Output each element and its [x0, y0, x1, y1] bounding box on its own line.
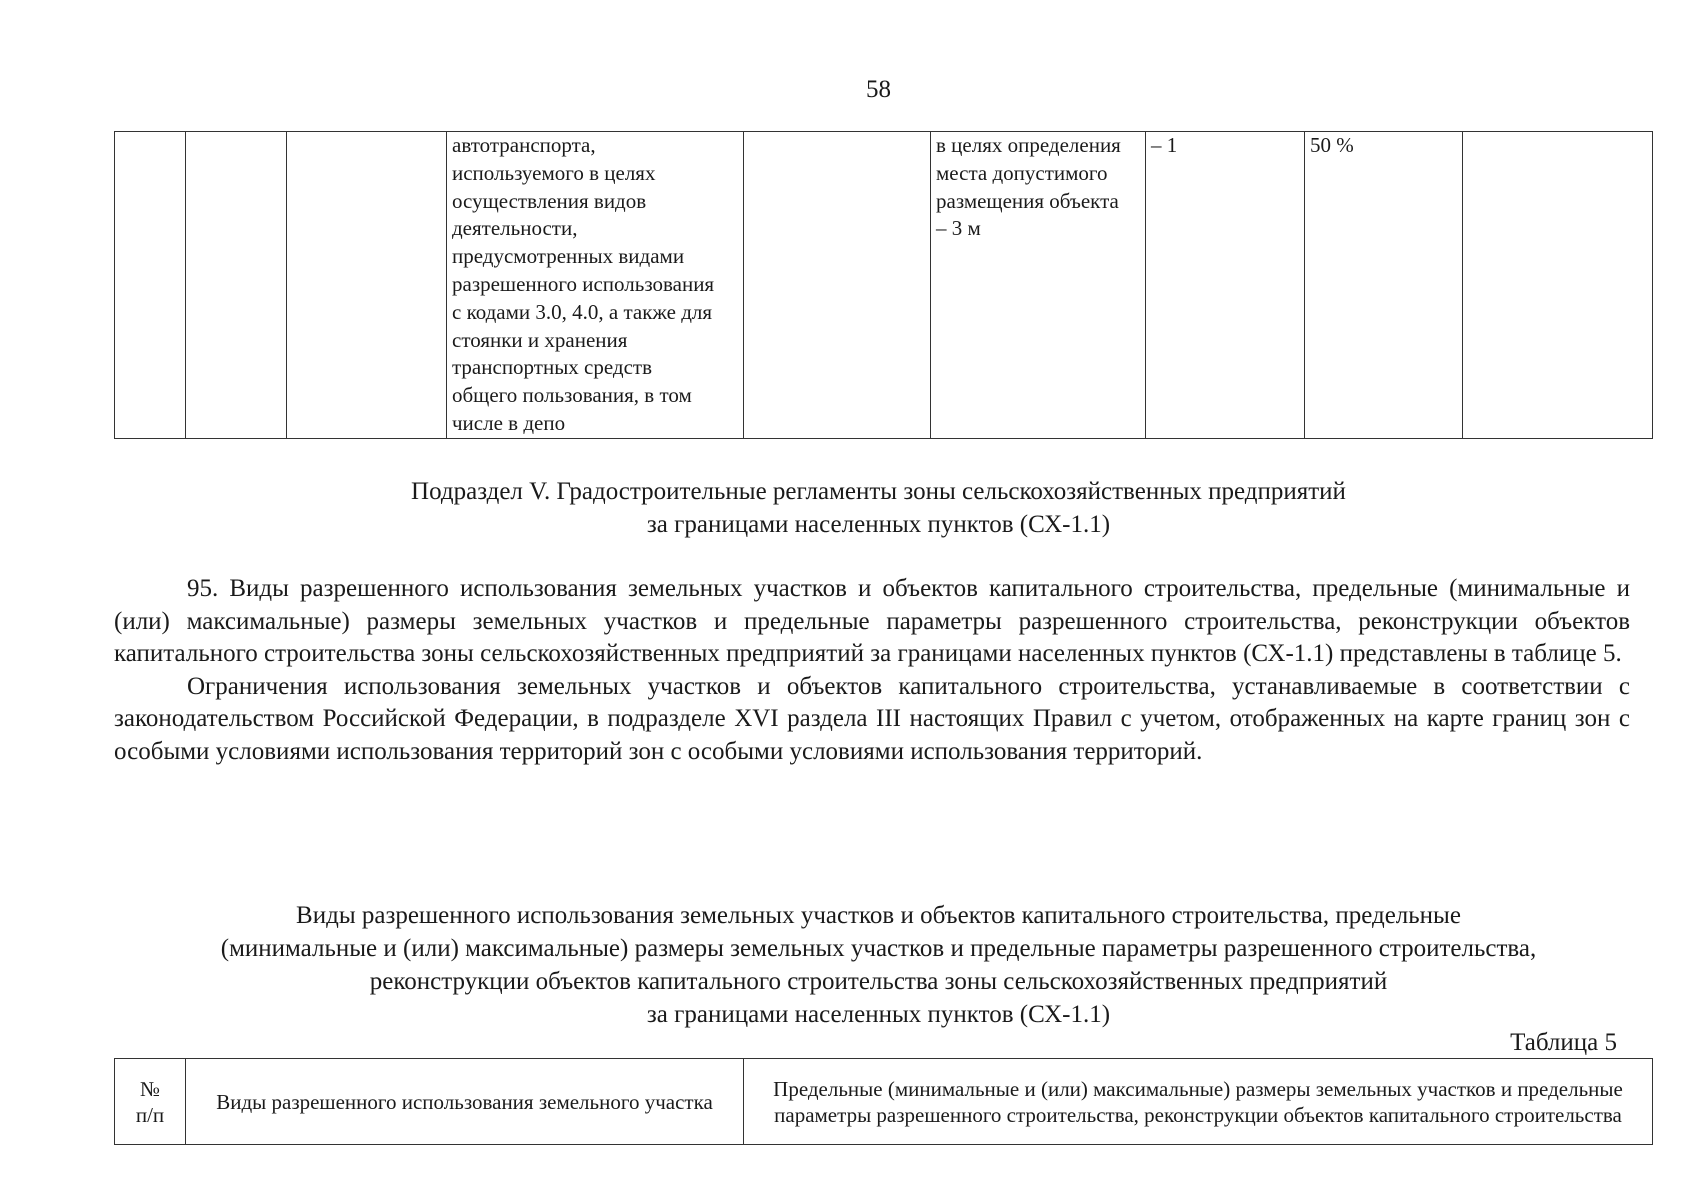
caption-line: реконструкции объектов капитального строительства зоны сельскохозяйственных предприятий — [369, 968, 1388, 995]
table-row — [115, 132, 1653, 439]
table-caption — [0, 899, 1697, 1031]
table-cell — [186, 132, 287, 439]
header-use-kinds: Виды разрешенного использования земельного участка — [186, 1059, 744, 1145]
table-header-row — [115, 1059, 1653, 1145]
subsection-heading — [0, 475, 1697, 541]
heading-line: Подраздел V. Градостроительные регламенты зоны сельскохозяйственных предприятий — [411, 478, 1346, 505]
table-cell-coverage: 50 % — [1305, 132, 1463, 439]
cell-line: предусмотренных видами — [452, 244, 685, 269]
cell-line: используемого в целях — [452, 160, 656, 185]
cell-line: в целях определения — [936, 133, 1121, 157]
continuation-table — [114, 131, 1653, 439]
cell-line: числе в депо — [452, 410, 566, 435]
page-number: 58 — [866, 76, 891, 103]
cell-line: деятельности, — [452, 216, 578, 241]
header-number-line: № — [139, 1076, 161, 1101]
cell-line: – 3 м — [936, 216, 981, 241]
caption-line: (минимальные и (или) максимальные) размеры земельных участков и предельные параметры разрешенного строительства, — [220, 935, 1537, 962]
cell-line: стоянки и хранения — [452, 327, 628, 352]
header-limits: Предельные (минимальные и (или) максимальные) размеры земельных участков и предельные параметры разрешенного строительства, реконструкции объектов капитального строительства — [744, 1059, 1653, 1145]
table-cell — [115, 132, 186, 439]
table-cell-use-description — [447, 132, 744, 439]
body-text — [114, 573, 1630, 768]
cell-line: разрешенного использования — [452, 271, 715, 296]
table-cell — [287, 132, 447, 439]
cell-line: с кодами 3.0, 4.0, а также для — [452, 299, 713, 324]
paragraph-restrictions: Ограничения использования земельных участков и объектов капитального строительства, устанавливаемые в соответствии с законодательством Российской Федерации, в подразделе XVI раздела III настоящих Правил с учетом, отображенных на карте границ зон с особыми условиями использования территорий зон с особыми условиями использования территорий. — [114, 672, 1630, 765]
table-cell-floors: – 1 — [1146, 132, 1305, 439]
cell-line: размещения объекта — [936, 188, 1119, 213]
paragraph-95: 95. Виды разрешенного использования земельных участков и объектов капитального строительства, предельные (минимальные и (или) максимальные) размеры земельных участков и предельные параметры разрешенного строительства, реконструкции объектов капитального строительства зоны сельскохозяйственных предприятий за границами населенных пунктов (СХ-1.1) представлены в таблице 5. — [114, 575, 1630, 667]
table-cell — [1463, 132, 1653, 439]
heading-line: за границами населенных пунктов (СХ-1.1) — [646, 511, 1111, 538]
caption-line: Виды разрешенного использования земельных участков и объектов капитального строительства, предельные — [296, 902, 1461, 929]
caption-line: за границами населенных пунктов (СХ-1.1) — [646, 1001, 1111, 1028]
cell-line: места допустимого — [936, 160, 1108, 185]
table-label: Таблица 5 — [1510, 1029, 1617, 1056]
header-number-line: п/п — [135, 1102, 165, 1127]
cell-line: общего пользования, в том — [452, 383, 692, 408]
header-number — [115, 1059, 186, 1145]
table-cell-setback — [931, 132, 1146, 439]
table-5-header — [114, 1058, 1653, 1145]
cell-line: транспортных средств — [452, 355, 653, 380]
cell-line: осуществления видов — [452, 188, 647, 213]
table-cell — [744, 132, 931, 439]
cell-line: автотранспорта, — [452, 133, 596, 157]
